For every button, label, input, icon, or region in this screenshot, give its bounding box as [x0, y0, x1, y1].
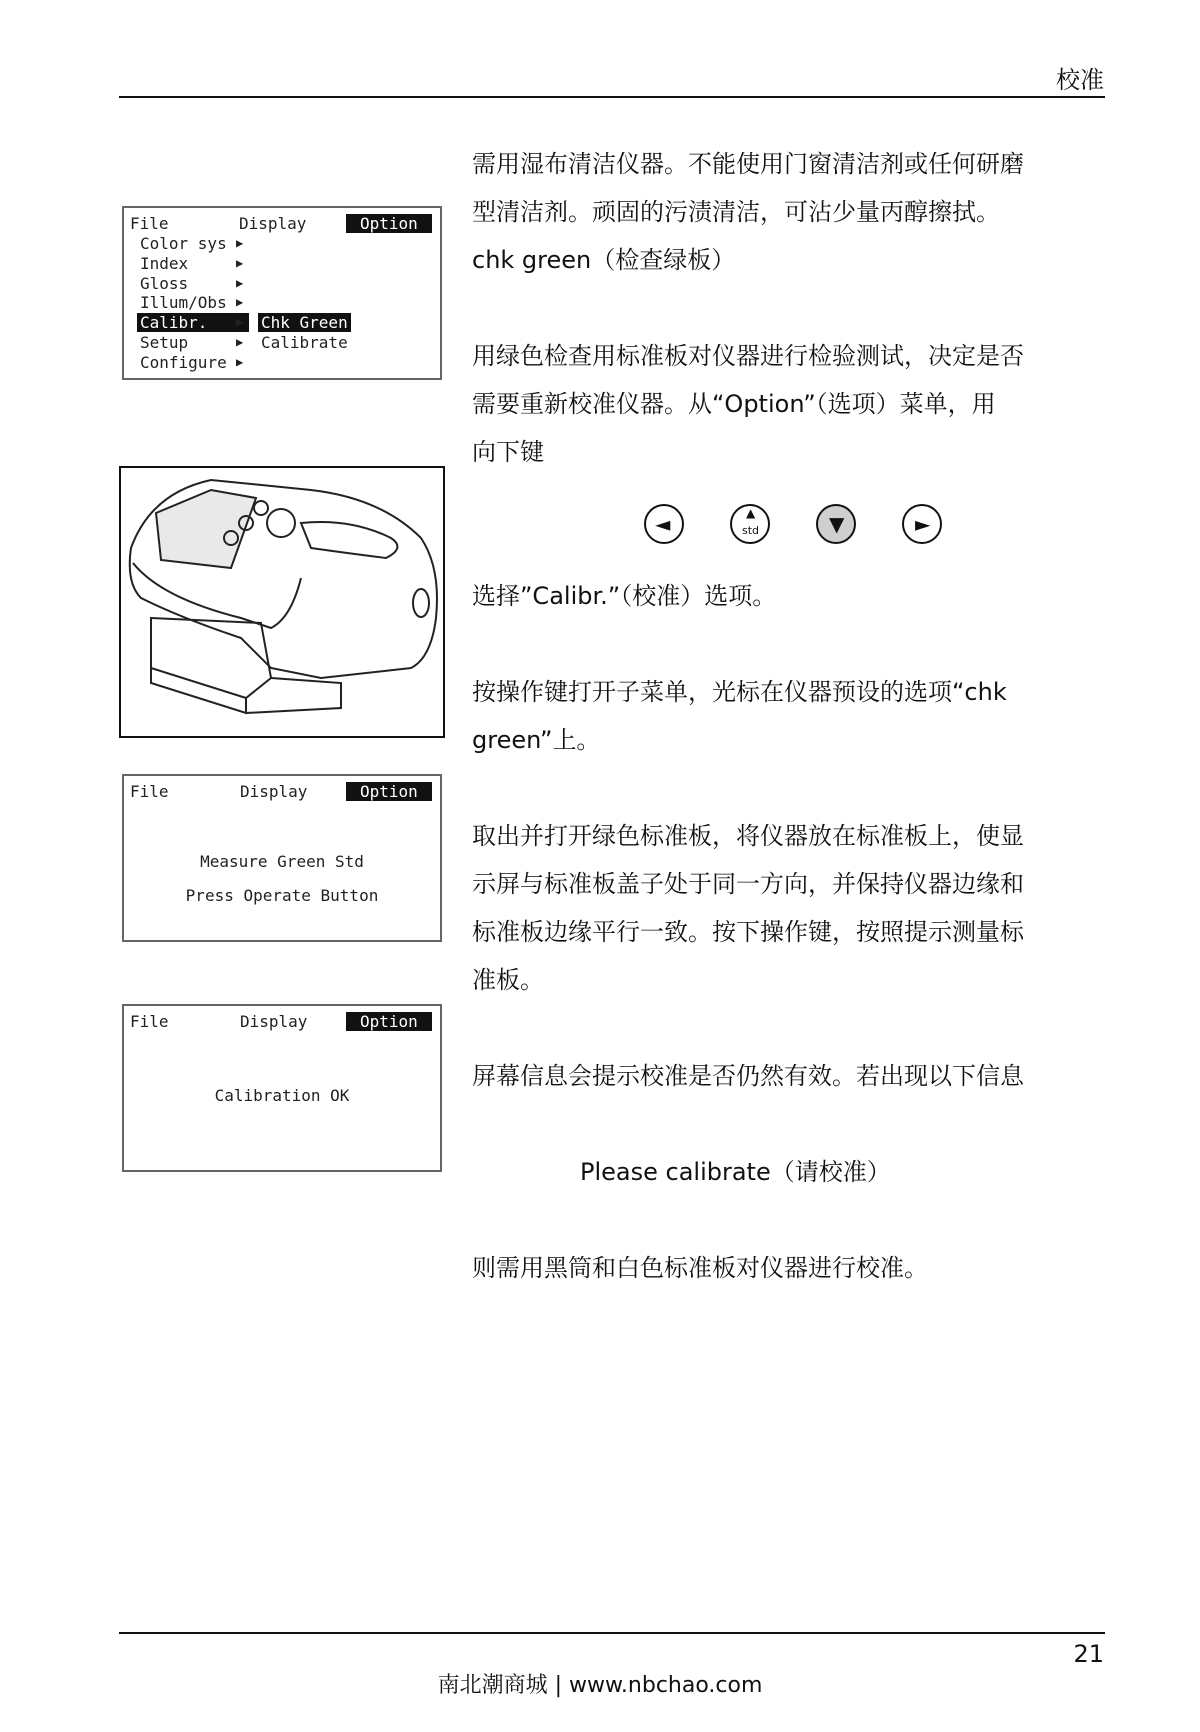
submenu-item-chk-green: Chk Green [258, 313, 351, 332]
page-number: 21 [1073, 1640, 1104, 1668]
submenu-arrow-icon: ▶ [236, 295, 244, 309]
std-label: std [742, 524, 760, 537]
menu-option: Option [346, 1012, 432, 1031]
submenu-arrow-icon: ▶ [236, 355, 244, 369]
lcd-message-line-2: Press Operate Button [185, 886, 379, 905]
spectrophotometer-drawing [121, 468, 443, 736]
paragraph-measure-line-1: 取出并打开绿色标准板，将仪器放在标准板上，使显 [472, 822, 1024, 850]
menu-item-calibr: Calibr. [137, 313, 249, 332]
lcd-message-line-1: Calibration OK [214, 1086, 350, 1105]
menu-item-gloss: Gloss [140, 274, 189, 293]
paragraph-measure-line-2: 示屏与标准板盖子处于同一方向，并保持仪器边缘和 [472, 870, 1024, 898]
paragraph-submenu-line-2: green”上。 [472, 726, 601, 754]
left-arrow-key-icon: ◄ [644, 504, 684, 544]
down-arrow-key-icon: ▼ [816, 504, 856, 544]
submenu-arrow-icon: ▶ [236, 335, 244, 349]
lcd-measure-green [122, 774, 442, 942]
submenu-arrow-icon: ▶ [236, 315, 244, 329]
page-title: 校准 [1056, 66, 1104, 94]
menu-item-configure: Configure [140, 353, 227, 372]
lcd-option-menu [122, 206, 442, 380]
footer-site: 南北潮商城 | www.nbchao.com [437, 1673, 763, 1698]
instrument-illustration [119, 466, 445, 738]
paragraph-screen-message: 屏幕信息会提示校准是否仍然有效。若出现以下信息 [472, 1062, 1024, 1090]
paragraph-measure-line-4: 准板。 [472, 966, 544, 994]
menu-item-setup: Setup [140, 333, 189, 352]
menu-option: Option [346, 214, 432, 233]
paragraph-cleaning-line-1: 需用湿布清洁仪器。不能使用门窗清洁剂或任何研磨 [472, 150, 1024, 178]
right-arrow-key-icon: ► [902, 504, 942, 544]
lcd-calibration-ok [122, 1004, 442, 1172]
paragraph-select-calibr: 选择”Calibr.”（校准）选项。 [472, 582, 777, 610]
submenu-item-calibrate: Calibrate [261, 333, 348, 352]
up-std-key-icon: ▲ std [730, 504, 770, 544]
submenu-arrow-icon: ▶ [236, 276, 244, 290]
menu-file: File [130, 782, 169, 801]
submenu-arrow-icon: ▶ [236, 236, 244, 250]
lcd-message-line-1: Measure Green Std [200, 852, 364, 871]
paragraph-submenu-line-1: 按操作键打开子菜单，光标在仪器预设的选项“chk [472, 678, 1007, 706]
submenu-arrow-icon: ▶ [236, 256, 244, 270]
menu-file: File [130, 1012, 169, 1031]
please-calibrate-message: Please calibrate（请校准） [580, 1158, 891, 1186]
menu-display: Display [240, 782, 308, 801]
header-rule [119, 96, 1105, 98]
menu-file: File [130, 214, 169, 233]
menu-display: Display [240, 1012, 308, 1031]
paragraph-cleaning-line-2: 型清洁剂。顽固的污渍清洁，可沾少量丙醇擦拭。 [472, 198, 1000, 226]
menu-item-illum-obs: Illum/Obs [140, 293, 227, 312]
paragraph-green-check-line-1: 用绿色检查用标准板对仪器进行检验测试，决定是否 [472, 342, 1024, 370]
paragraph-recalibrate: 则需用黑筒和白色标准板对仪器进行校准。 [472, 1254, 928, 1282]
menu-item-index: Index [140, 254, 189, 273]
section-heading: chk green（检查绿板） [472, 246, 736, 274]
navigation-keys [640, 504, 950, 548]
menu-option: Option [346, 782, 432, 801]
footer-rule [119, 1632, 1105, 1634]
paragraph-green-check-line-2: 需要重新校准仪器。从“Option”（选项）菜单，用 [472, 390, 996, 418]
menu-item-color-sys: Color sys [140, 234, 227, 253]
paragraph-green-check-line-3: 向下键 [472, 438, 544, 466]
paragraph-measure-line-3: 标准板边缘平行一致。按下操作键，按照提示测量标 [472, 918, 1024, 946]
menu-display: Display [239, 214, 307, 233]
